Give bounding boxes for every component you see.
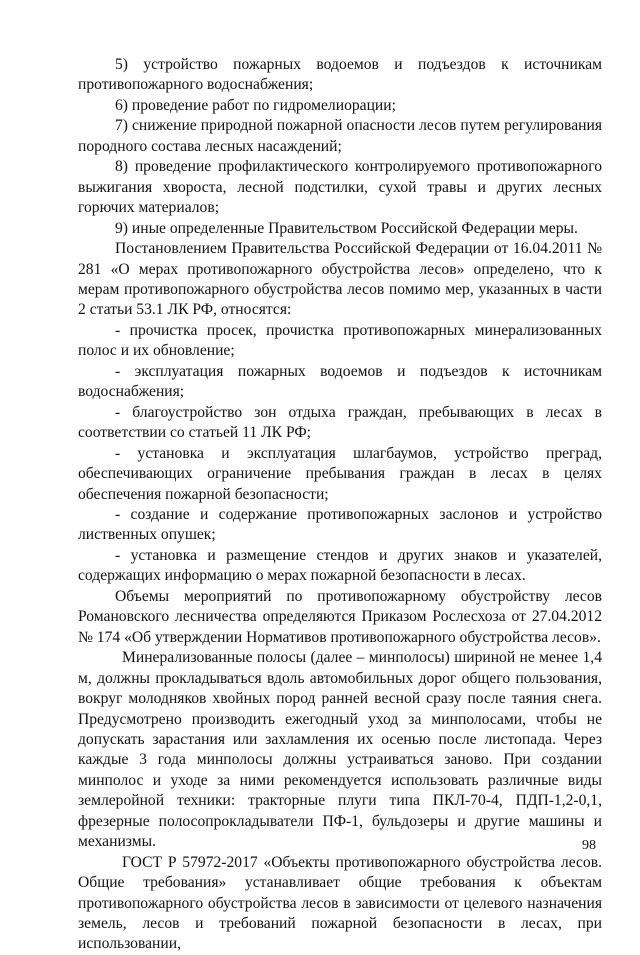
bullet-barriers: - установка и эксплуатация шлагбаумов, устройство преград, обеспечивающих ограничение пребывания граждан в лесах в целях обеспечения пожарной безопасности; bbox=[78, 444, 602, 503]
document-page bbox=[78, 55, 602, 955]
list-item-8: 8) проведение профилактического контролируемого противопожарного выжигания хвороста, лесной подстилки, сухой травы и других лесных горючих материалов; bbox=[78, 158, 602, 217]
paragraph-volumes: Объемы мероприятий по противопожарному обустройству лесов Романовского лесничества определяются Приказом Рослесхоза от 27.04.2012 № 174 «Об утверждении Нормативов противопожарного обустройства лесов». bbox=[78, 587, 602, 646]
list-item-7: 7) снижение природной пожарной опасности лесов путем регулирования породного состава лесных насаждений; bbox=[78, 117, 602, 155]
list-item-9: 9) иные определенные Правительством Российской Федерации меры. bbox=[115, 219, 578, 237]
paragraph-mineralized-strips: Минерализованные полосы (далее – минполосы) шириной не менее 1,4 м, должны прокладываться вдоль автомобильных дорог общего пользования, вокруг молодняков хвойных пород ранней весной сразу после таяния снега. Предусмотрено производить ежегодный уход за минполосами, чтобы не допускать зарастания или захламления их осенью после листопада. Через каждые 3 года минполосы должны устраиваться заново. При создании минполос и уходе за ними рекомендуется использовать различные виды землеройной техники: тракторные плуги типа ПКЛ-70-4, ПДП-1,2-0,1, фрезерные полосопрокладыватели ПФ-1, бульдозеры и другие машины и механизмы. bbox=[78, 649, 602, 851]
bullet-firebreaks: - создание и содержание противопожарных заслонов и устройство лиственных опушек; bbox=[78, 505, 602, 544]
bullet-water-bodies: - эксплуатация пожарных водоемов и подъездов к источникам водоснабжения; bbox=[78, 362, 602, 401]
bullet-recreation-zones: - благоустройство зон отдыха граждан, пребывающих в лесах в соответствии со статьей 11 ЛК РФ; bbox=[78, 403, 602, 442]
paragraph-government-decree: Постановлением Правительства Российской Федерации от 16.04.2011 № 281 «О мерах противопожарного обустройства лесов» определено, что к мерам противопожарного обустройства лесов помимо мер, указанных в части 2 статьи 53.1 ЛК РФ, относятся: bbox=[78, 240, 602, 319]
page-number: 98 bbox=[582, 838, 596, 853]
list-item-5: 5) устройство пожарных водоемов и подъездов к источникам противопожарного водоснабжения; bbox=[78, 56, 602, 94]
bullet-clearing: - прочистка просек, прочистка противопожарных минерализованных полос и их обновление; bbox=[78, 321, 602, 360]
bullet-signs: - установка и размещение стендов и других знаков и указателей, содержащих информацию о мерах пожарной безопасности в лесах. bbox=[78, 546, 602, 585]
list-item-6: 6) проведение работ по гидромелиорации; bbox=[115, 96, 396, 114]
paragraph-gost: ГОСТ Р 57972-2017 «Объекты противопожарного обустройства лесов. Общие требования» устанавливает общие требования к объектам противопожарного обустройства лесов в зависимости от целевого назначения земель, лесов и требований пожарной безопасности в лесах, при использовании, bbox=[78, 853, 602, 953]
